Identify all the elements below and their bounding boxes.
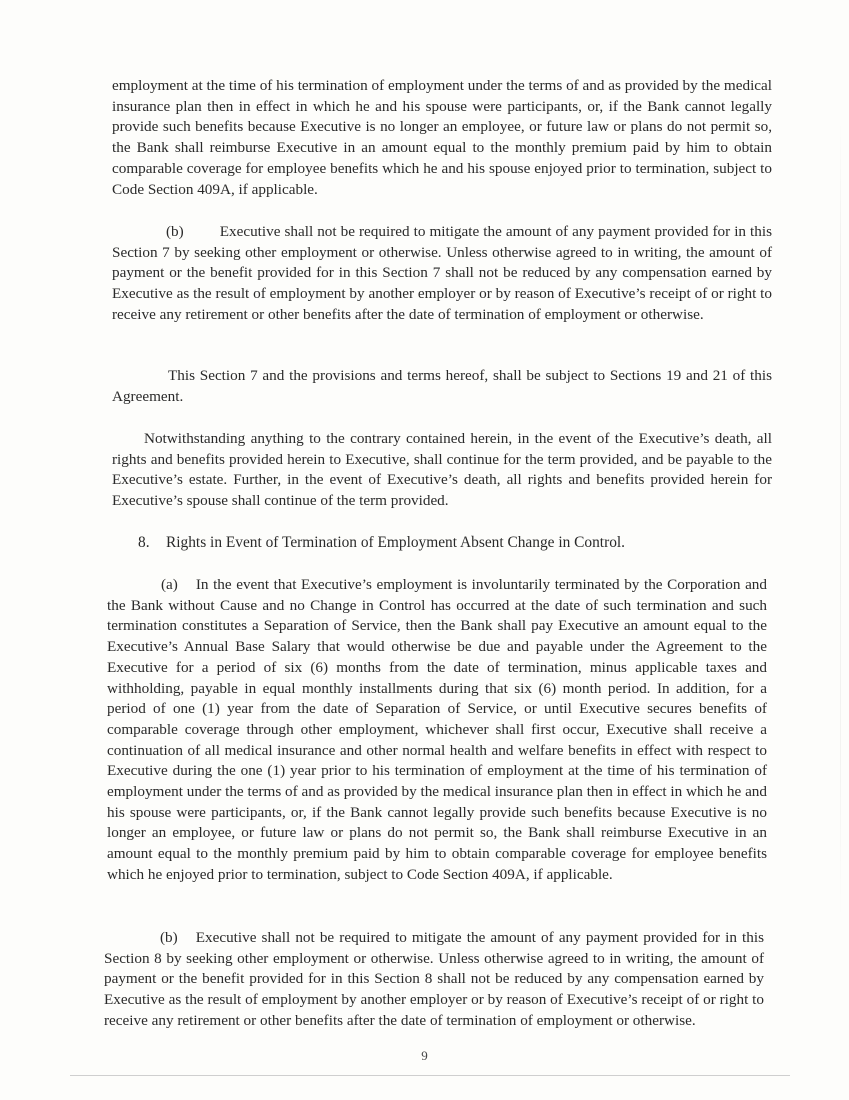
page-number: 9 xyxy=(421,1048,428,1063)
notwithstanding-paragraph xyxy=(112,429,772,512)
scan-artifact-line xyxy=(70,1075,790,1076)
section-8a-paragraph xyxy=(107,575,767,886)
section-8-title: Rights in Event of Termination of Employment Absent Change in Control. xyxy=(166,534,626,551)
section-7b-paragraph xyxy=(112,222,772,326)
section-7b-text: Executive shall not be required to mitigate the amount of any payment provided for in this Section 7 by seeking other employment or otherwise. Unless otherwise agreed to in writing, the amount of payment or the benefit provided for in this Section 7 shall not be reduced by any compensation earned by Executive as the result of employment by another employer or by reason of Executive’s receipt of or right to receive any retirement or other benefits after the date of termination of employment or otherwise. xyxy=(112,223,772,323)
notwithstanding-text: Notwithstanding anything to the contrary contained herein, in the event of the Executive’s death, all rights and benefits provided herein to Executive, shall continue for the term provided, and be payable to the Executive’s estate. Further, in the event of Executive’s death, all rights and benefits provided herein for Executive’s spouse shall continue of the term provided. xyxy=(112,430,772,510)
section-8a-label: (a) xyxy=(161,576,178,593)
section-8b-text: Executive shall not be required to mitigate the amount of any payment provided for in this Section 8 by seeking other employment or otherwise. Unless otherwise agreed to in writing, the amount of payment or the benefit provided for in this Section 8 shall not be reduced by any compensation earned by Executive as the result of employment by another employer or by reason of Executive’s receipt of or right to receive any retirement or other benefits after the date of termination of employment or otherwise. xyxy=(104,929,764,1029)
section-8-heading xyxy=(138,533,625,553)
continuation-paragraph: employment at the time of his termination of employment under the terms of and as provided by the medical insurance plan then in effect in which he and his spouse were participants, or, if the Bank cannot legally provide such benefits because Executive is no longer an employee, or future law or plans do not permit so, the Bank shall reimburse Executive in an amount equal to the monthly premium paid by him to obtain comparable coverage for employee benefits which he and his spouse enjoyed prior to termination, subject to Code Section 409A, if applicable. xyxy=(112,77,772,198)
section-8a-text: In the event that Executive’s employment is involuntarily terminated by the Corporation and the Bank without Cause and no Change in Control has occurred at the date of such termination and such termination constitutes a Separation of Service, then the Bank shall pay Executive an amount equal to the Executive’s Annual Base Salary that would otherwise be due and payable under the Agreement to the Executive for a period of six (6) months from the date of termination, minus applicable taxes and withholding, payable in equal monthly installments during that six (6) month period. In addition, for a period of one (1) year from the date of Separation of Service, or until Executive secures benefits of comparable coverage through other employment, whichever shall first occur, Executive shall receive a continuation of all medical insurance and other normal health and welfare benefits in effect with respect to Executive during the one (1) year prior to his termination of employment at the time of his termination of employment under the terms of and as provided by the medical insurance plan then in effect in which he and his spouse were participants, or, if the Bank cannot legally provide such benefits because Executive is no longer an employee, or future law or plans do not permit so, the Bank shall reimburse Executive in an amount equal to the monthly premium paid by him to obtain comparable coverage for employee benefits which he enjoyed prior to termination, subject to Code Section 409A, if applicable. xyxy=(107,576,767,883)
section-7-subject-paragraph xyxy=(112,366,772,407)
section-8-number: 8. xyxy=(138,534,150,551)
section-8b-paragraph xyxy=(104,928,764,1032)
scan-artifact-edge xyxy=(840,120,841,920)
section-8b-label: (b) xyxy=(160,929,178,946)
section-7-subject-text: This Section 7 and the provisions and terms hereof, shall be subject to Sections 19 and 21 of this Agreement. xyxy=(112,367,772,405)
section-7b-label: (b) xyxy=(166,223,184,240)
